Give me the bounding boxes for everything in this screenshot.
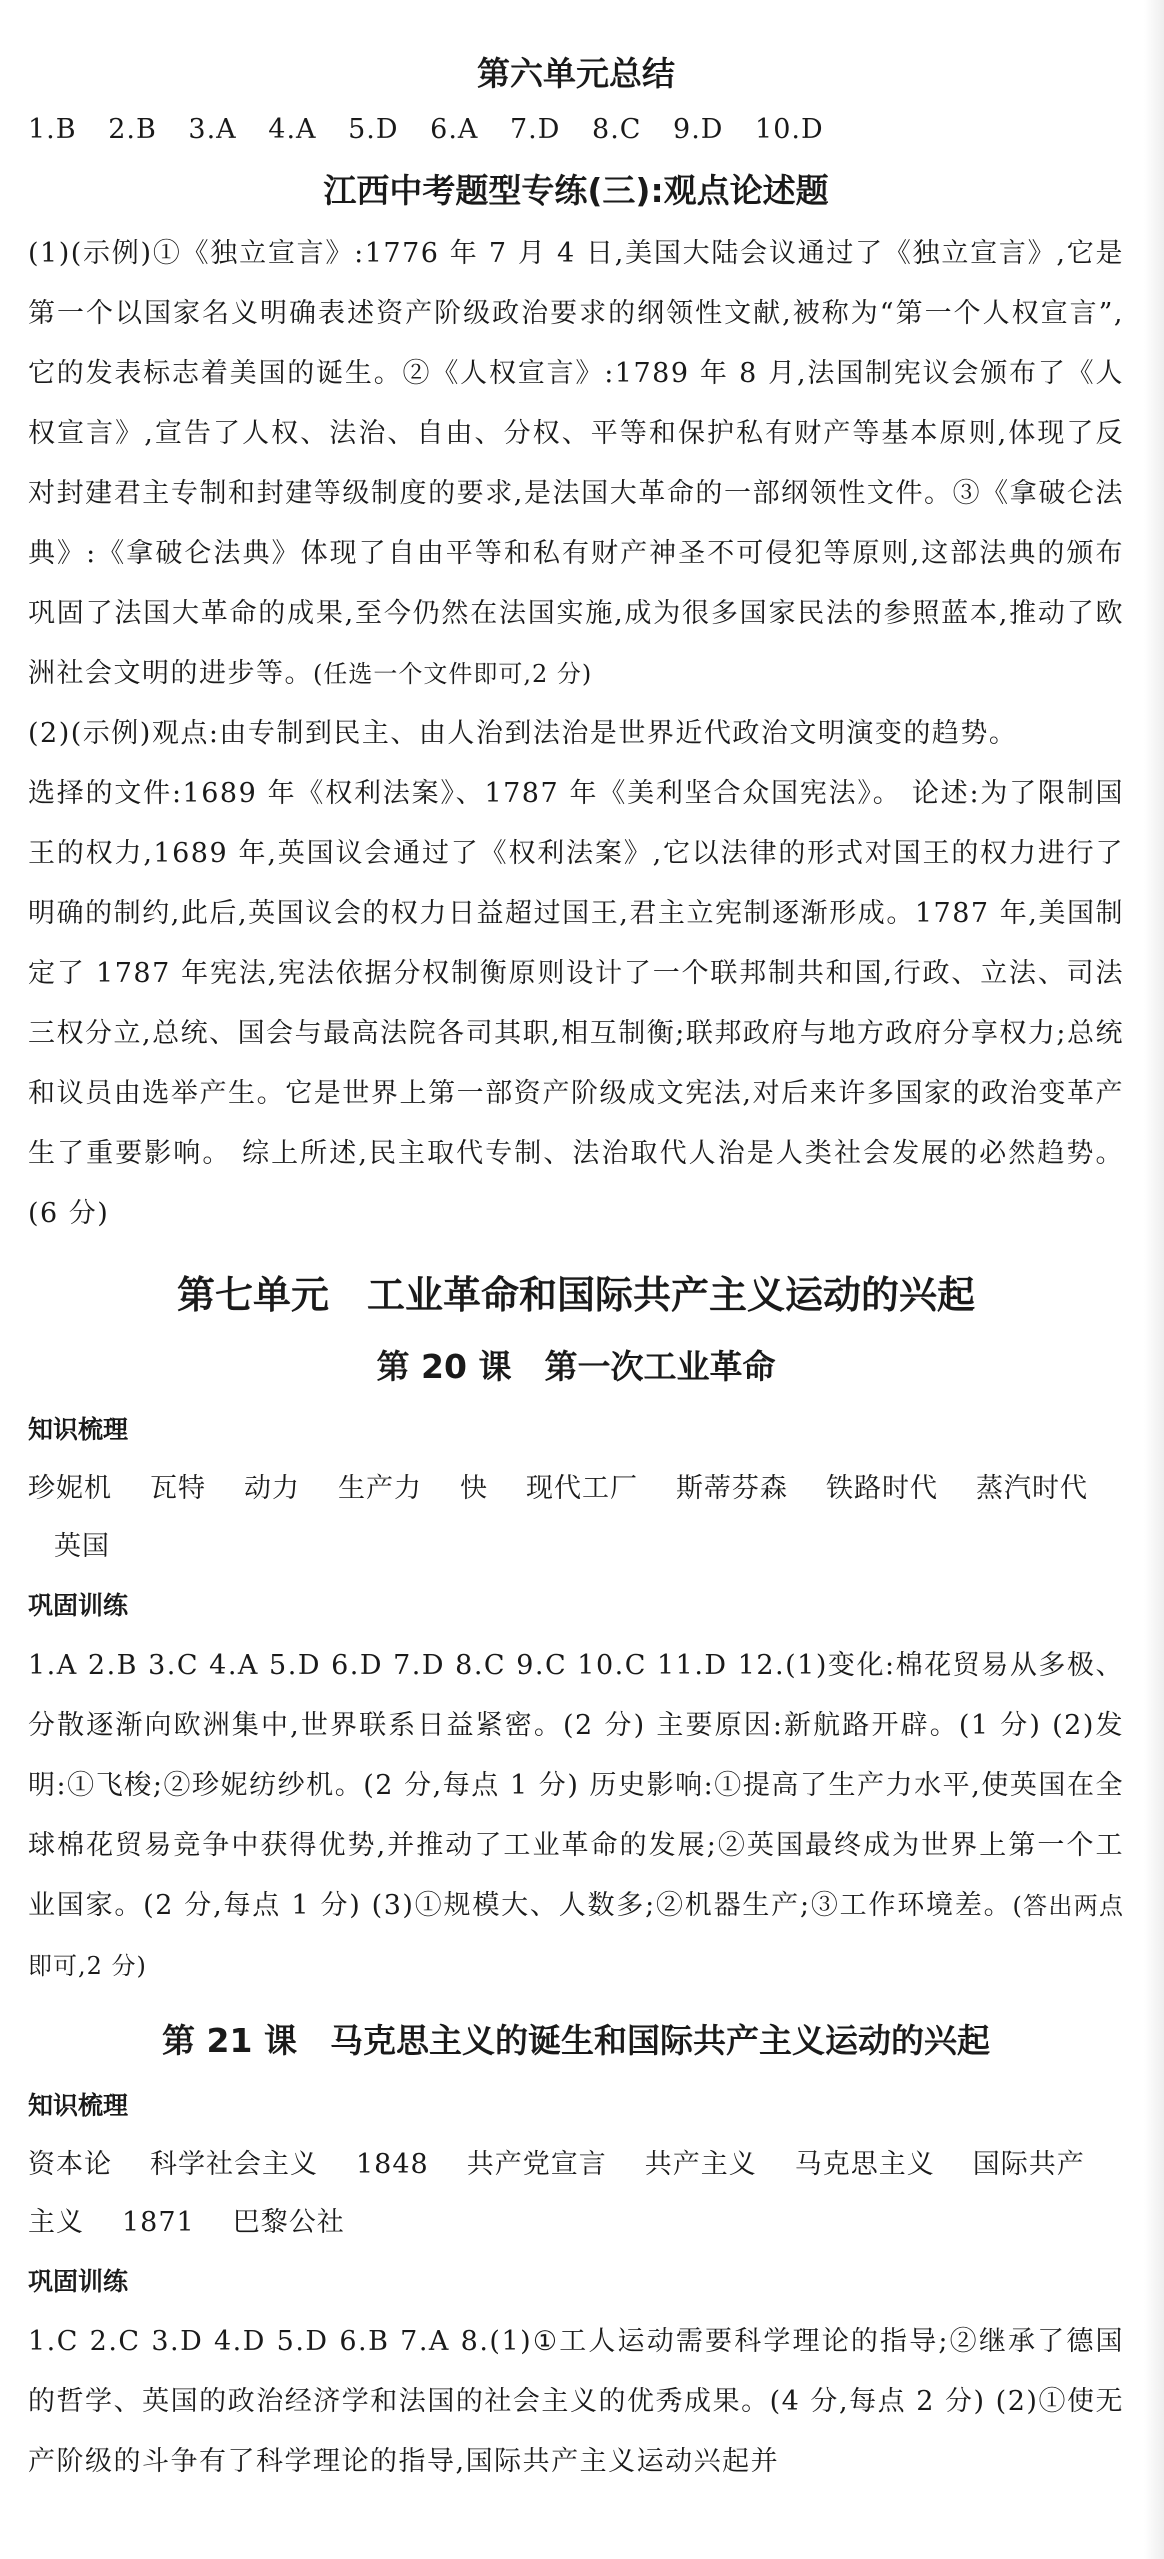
answer-item: 10.D — [755, 114, 824, 145]
paragraph-text: 1.A 2.B 3.C 4.A 5.D 6.D 7.D 8.C 9.C 10.C 11.D 12.(1)变化:棉花贸易从多极、分散逐渐向欧洲集中,世界联系日益紧密。(2 分) 主要原因:新航路开辟。(1 分) (2)发明:①飞梭;②珍妮纺纱机。(2 分,每点 1 分) 历史影响:①提高了生产力水平,使英国在全球棉花贸易竞争中获得优势,并推动了工业革命的发展;②英国最终成为世界上第一个工业国家。(2 分,每点 1 分) (3)①规模大、人数多;②机器生产;③工作环境差。 — [28, 1650, 1124, 1921]
answer-item: 2.B — [108, 114, 157, 145]
answer-item: 4.A — [268, 114, 317, 145]
keyword: 生产力 — [338, 1473, 422, 1504]
keyword: 科学社会主义 — [150, 2149, 318, 2180]
keyword: 英国 — [54, 1531, 110, 1562]
practice-answers: 1.C 2.C 3.D 4.D 5.D 6.B 7.A 8.(1)①工人运动需要科学理论的指导;②继承了德国的哲学、英国的政治经济学和法国的社会主义的优秀成果。(4 分,每点 2 分) (2)①使无产阶级的斗争有了科学理论的指导,国际共产主义运动兴起并 — [28, 2326, 1124, 2477]
answer-paragraph-1 — [28, 224, 1124, 704]
jiangxi-section-title: 江西中考题型专练(三):观点论述题 — [323, 171, 829, 210]
lesson20-title: 第 20 课 第一次工业革命 — [376, 1347, 776, 1386]
answer-paragraph-2: (2)(示例)观点:由专制到民主、由人治到法治是世界近代政治文明演变的趋势。 — [28, 718, 1018, 749]
answer-item: 3.A — [188, 114, 237, 145]
answer-paragraph-3: 选择的文件:1689 年《权利法案》、1787 年《美利坚合众国宪法》。 论述:为了限制国王的权力,1689 年,英国议会通过了《权利法案》,它以法律的形式对国王的权力进行了明确的制约,此后,英国议会的权力日益超过国王,君主立宪制逐渐形成。1787 年,美国制定了 1787 年宪法,宪法依据分权制衡原则设计了一个联邦制共和国,行政、立法、司法三权分立,总统、国会与最高法院各司其职,相互制衡;联邦政府与地方政府分享权力;总统和议员由选举产生。它是世界上第一部资产阶级成文宪法,对后来许多国家的政治变革产生了重要影响。 综上所述,民主取代专制、法治取代人治是人类社会发展的必然趋势。(6 分) — [28, 778, 1124, 1229]
answer-item: 1.B — [28, 114, 77, 145]
paragraph-text: (1)(示例)①《独立宣言》:1776 年 7 月 4 日,美国大陆会议通过了《独立宣言》,它是第一个以国家名义明确表述资产阶级政治要求的纲领性文献,被称为“第一个人权宣言”,它的发表标志着美国的诞生。②《人权宣言》:1789 年 8 月,法国制宪议会颁布了《人权宣言》,宣告了人权、法治、自由、分权、平等和保护私有财产等基本原则,体现了反对封建君主专制和封建等级制度的要求,是法国大革命的一部纲领性文件。③《拿破仑法典》:《拿破仑法典》体现了自由平等和私有财产神圣不可侵犯等原则,这部法典的颁布巩固了法国大革命的成果,至今仍然在法国实施,成为很多国家民法的参照蓝本,推动了欧洲社会文明的进步等。 — [28, 238, 1124, 689]
practice-heading: 巩固训练 — [28, 2267, 129, 2296]
lesson21-title: 第 21 课 马克思主义的诞生和国际共产主义运动的兴起 — [162, 2021, 990, 2060]
keyword-list-continued — [28, 2194, 1124, 2252]
unit6-answer-row — [28, 102, 1124, 158]
keyword: 蒸汽时代 — [976, 1473, 1088, 1504]
page-edge-shadow — [1144, 0, 1164, 2559]
practice-heading: 巩固训练 — [28, 1591, 129, 1620]
keyword: 斯蒂芬森 — [676, 1473, 788, 1504]
answer-item: 9.D — [673, 114, 724, 145]
practice-answers — [28, 1636, 1124, 1996]
keyword: 珍妮机 — [28, 1473, 112, 1504]
answer-item: 7.D — [510, 114, 561, 145]
keyword: 1848 — [356, 2149, 429, 2180]
keyword: 国际共产 — [972, 2149, 1085, 2180]
keyword: 马克思主义 — [794, 2149, 935, 2180]
keyword: 瓦特 — [150, 1473, 206, 1504]
keyword: 铁路时代 — [826, 1473, 938, 1504]
unit7-title: 第七单元 工业革命和国际共产主义运动的兴起 — [176, 1273, 975, 1317]
answer-item: 8.C — [592, 114, 642, 145]
keyword: 资本论 — [28, 2149, 112, 2180]
keyword-list — [28, 2136, 1124, 2194]
keyword: 动力 — [244, 1473, 300, 1504]
keyword: 巴黎公社 — [232, 2207, 345, 2238]
unit6-summary-title: 第六单元总结 — [477, 54, 675, 93]
score-note: (答出两点即可,2 分) — [28, 1892, 1124, 1980]
answer-item: 5.D — [348, 114, 399, 145]
knowledge-heading: 知识梳理 — [28, 1415, 129, 1444]
keyword: 共产主义 — [644, 2149, 757, 2180]
keyword: 现代工厂 — [526, 1473, 638, 1504]
answer-item: 6.A — [430, 114, 479, 145]
knowledge-heading: 知识梳理 — [28, 2091, 129, 2120]
keyword: 1871 — [122, 2207, 195, 2238]
keyword: 共产党宣言 — [466, 2149, 607, 2180]
keyword: 快 — [460, 1473, 488, 1504]
keyword-list — [28, 1460, 1124, 1518]
score-note: (任选一个文件即可,2 分) — [313, 660, 593, 688]
keyword: 主义 — [28, 2207, 84, 2238]
keyword-list-continued — [28, 1518, 1124, 1576]
